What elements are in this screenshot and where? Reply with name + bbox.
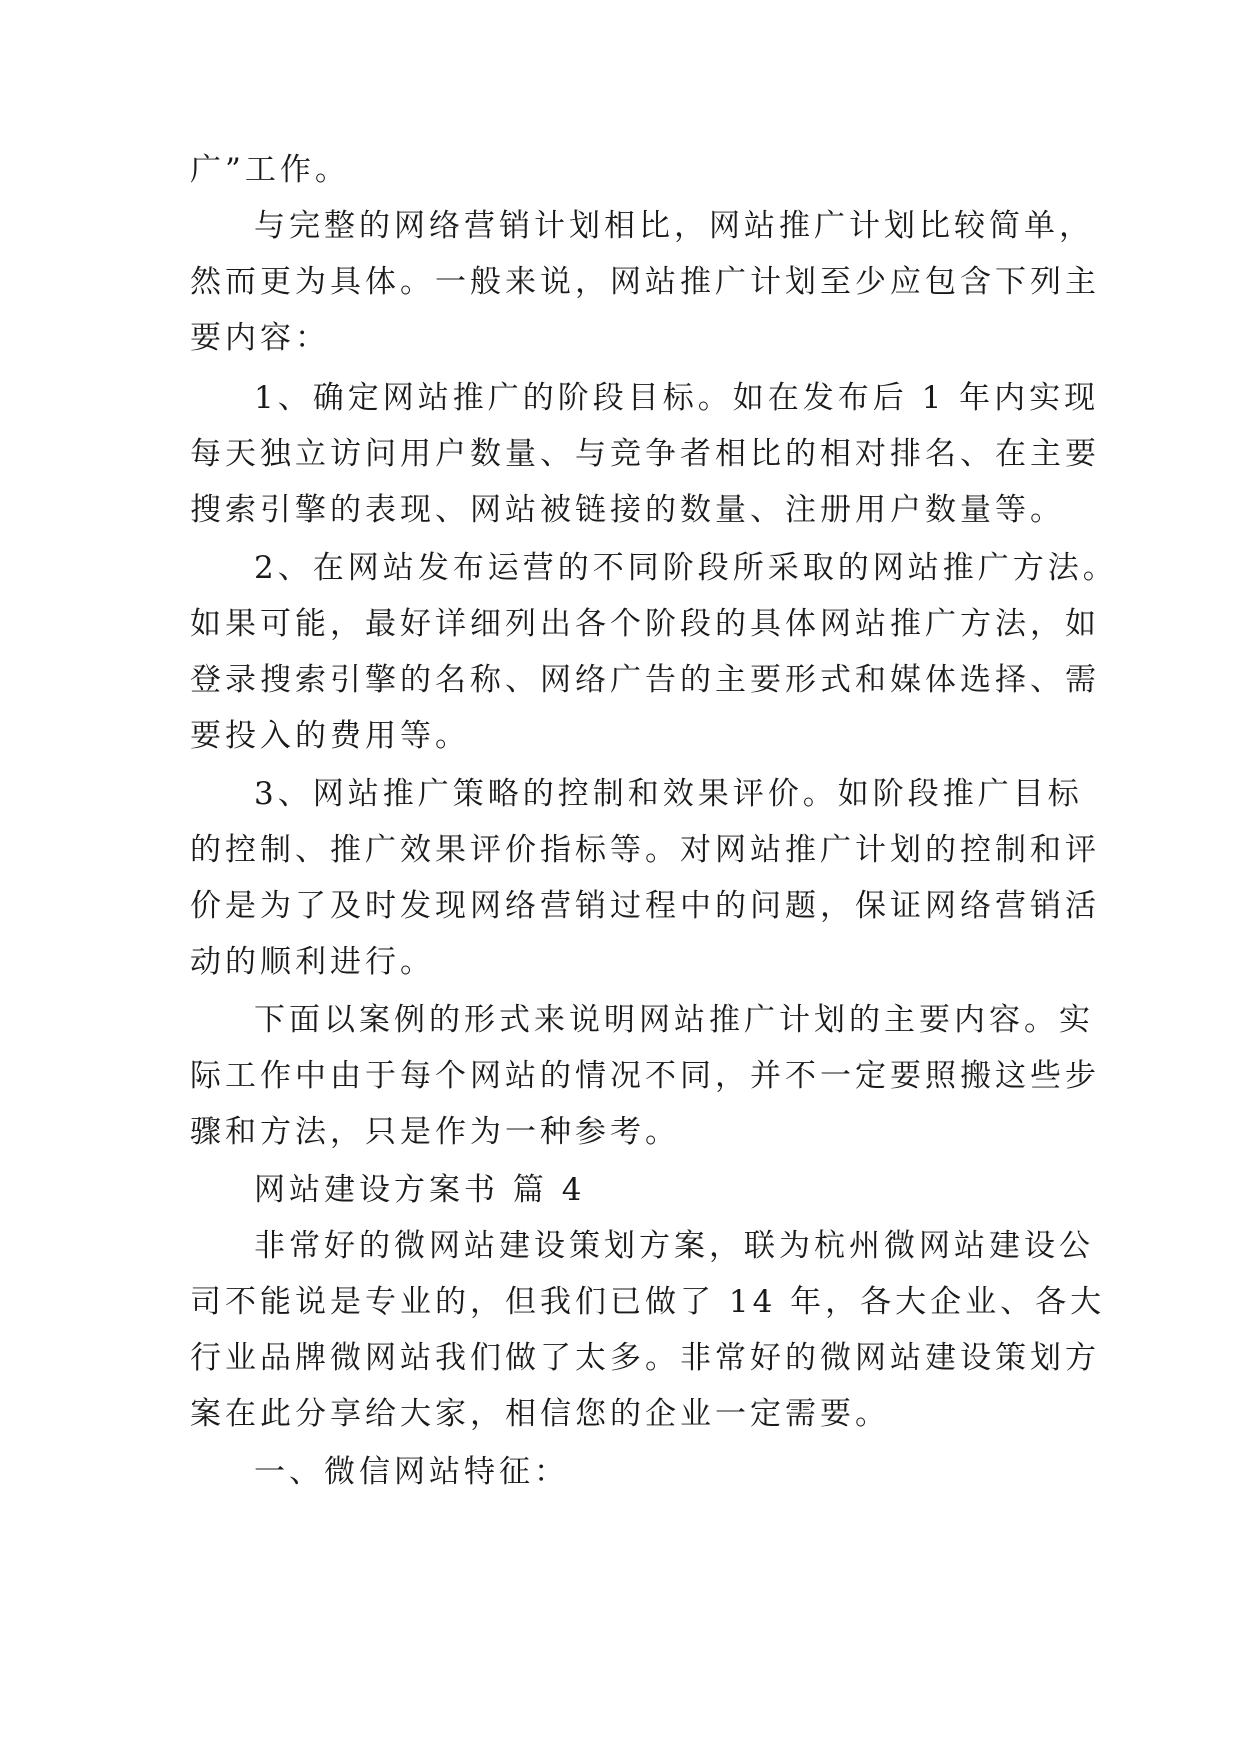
text-line: 1、确定网站推广的阶段目标。如在发布后 1 年内实现 bbox=[254, 380, 1100, 416]
section-heading: 网站建设方案书 篇 4 bbox=[254, 1172, 586, 1208]
text-line: 3、网站推广策略的控制和效果评价。如阶段推广目标 bbox=[254, 776, 1083, 812]
text-line: 要内容： bbox=[190, 320, 330, 356]
text-line: 非常好的微网站建设策划方案，联为杭州微网站建设公 bbox=[254, 1228, 1094, 1264]
text-line: 如果可能，最好详细列出各个阶段的具体网站推广方法，如 bbox=[190, 606, 1100, 642]
text-line: 下面以案例的形式来说明网站推广计划的主要内容。实 bbox=[254, 1002, 1094, 1038]
text-line: 动的顺利进行。 bbox=[190, 944, 435, 980]
text-line: 司不能说是专业的，但我们已做了 14 年，各大企业、各大 bbox=[190, 1284, 1106, 1320]
text-line: 案在此分享给大家，相信您的企业一定需要。 bbox=[190, 1396, 890, 1432]
text-line: 每天独立访问用户数量、与竞争者相比的相对排名、在主要 bbox=[190, 436, 1100, 472]
text-line: 广”工作。 bbox=[190, 152, 350, 188]
text-line: 价是为了及时发现网络营销过程中的问题，保证网络营销活 bbox=[190, 888, 1100, 924]
subsection-heading: 一、微信网站特征： bbox=[254, 1454, 569, 1490]
text-line: 然而更为具体。一般来说，网站推广计划至少应包含下列主 bbox=[190, 264, 1100, 300]
text-line: 与完整的网络营销计划相比，网站推广计划比较简单， bbox=[254, 208, 1094, 244]
text-line: 要投入的费用等。 bbox=[190, 718, 470, 754]
text-line: 搜索引擎的表现、网站被链接的数量、注册用户数量等。 bbox=[190, 492, 1065, 528]
text-line: 骤和方法，只是作为一种参考。 bbox=[190, 1114, 680, 1150]
text-line: 的控制、推广效果评价指标等。对网站推广计划的控制和评 bbox=[190, 832, 1100, 868]
text-line: 2、在网站发布运营的不同阶段所采取的网站推广方法。 bbox=[254, 550, 1118, 586]
text-line: 登录搜索引擎的名称、网络广告的主要形式和媒体选择、需 bbox=[190, 662, 1100, 698]
text-line: 际工作中由于每个网站的情况不同，并不一定要照搬这些步 bbox=[190, 1058, 1100, 1094]
text-line: 行业品牌微网站我们做了太多。非常好的微网站建设策划方 bbox=[190, 1340, 1100, 1376]
